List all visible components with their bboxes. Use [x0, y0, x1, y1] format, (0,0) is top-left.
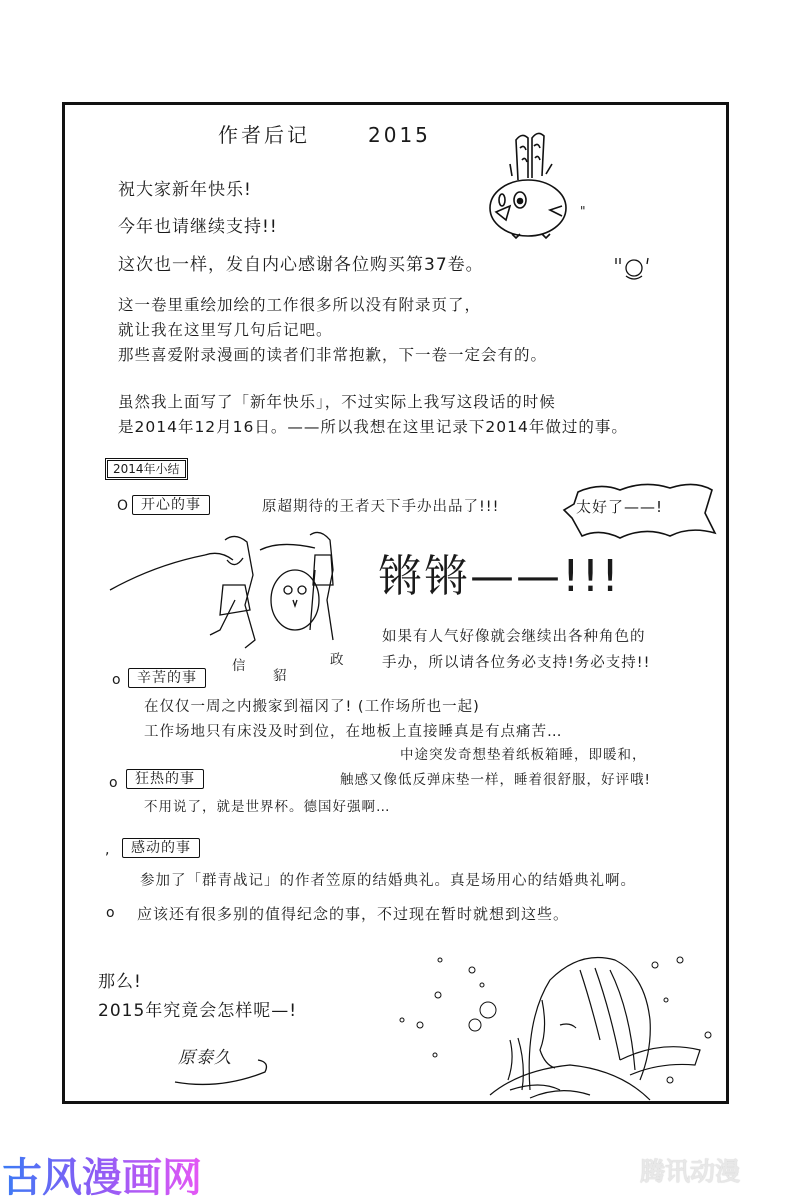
greeting-line-3: 这次也一样，发自内心感谢各位购买第37卷。 [118, 255, 484, 275]
section-1-extra-line-2: 手办，所以请各位务必支持!务必支持!! [382, 655, 651, 671]
section-3-label: 狂热的事 [126, 769, 204, 789]
page-year: 2015 [368, 123, 431, 147]
section-2-line-2: 工作场地只有床没及时到位，在地板上直接睡真是有点痛苦… [144, 724, 563, 740]
section-3-line-1: 不用说了，就是世界杯。德国好强啊… [144, 799, 391, 815]
speech-bubble-text: 太好了——! [576, 498, 664, 516]
figure-label-shin: 信 [232, 658, 247, 674]
section-3-bullet: o [109, 775, 118, 791]
section-1-extra-line-1: 如果有人气好像就会继续出各种角色的 [382, 629, 646, 645]
small-chick-icon [612, 254, 652, 284]
page-title: 作者后记 [218, 123, 310, 147]
figure-label-sei: 政 [330, 652, 345, 668]
paragraph2-line-2: 是2014年12月16日。——所以我想在这里记录下2014年做过的事。 [118, 418, 628, 436]
paragraph1-line-3: 那些喜爱附录漫画的读者们非常抱歉，下一卷一定会有的。 [118, 346, 548, 364]
closing-note: 应该还有很多别的值得纪念的事，不过现在暂时就想到这些。 [137, 905, 570, 923]
section-1-label: 开心的事 [132, 495, 210, 515]
section-2-line-1: 在仅仅一周之内搬家到福冈了! (工作场所也一起) [144, 699, 480, 715]
shout-text: 锵锵——!!! [378, 551, 621, 602]
signature: 原泰久 [178, 1048, 232, 1068]
section-4-bullet: , [105, 842, 110, 858]
watermark-right: 腾讯动漫 [640, 1157, 741, 1186]
paragraph1-line-1: 这一卷里重绘加绘的工作很多所以没有附录页了， [118, 296, 482, 314]
paragraph2-line-1: 虽然我上面写了「新年快乐」，不过实际上我写这段话的时候 [118, 393, 556, 411]
figure-label-ten: 貂 [273, 668, 288, 684]
section-2-bullet: o [112, 672, 121, 688]
summary-label: 2014年小结 [105, 458, 188, 480]
greeting-line-1: 祝大家新年快乐! [118, 180, 252, 200]
section-4-line-1: 参加了「群青战记」的作者笠原的结婚典礼。真是场用心的结婚典礼啊。 [140, 873, 636, 889]
watermark-left: 古风漫画网 [2, 1146, 202, 1203]
chick-sound: " [580, 204, 587, 218]
chick-mascot-icon [470, 130, 590, 240]
section-1-line-1: 原超期待的王者天下手办出品了!!! [262, 499, 500, 515]
section-4-label: 感动的事 [122, 838, 200, 858]
farewell-line-1: 那么! [98, 972, 142, 992]
section-1-bullet: O [117, 498, 129, 514]
section-2-aside-1: 中途突发奇想垫着纸板箱睡，即暖和， [400, 747, 647, 763]
section-2-aside-2: 触感又像低反弹床垫一样，睡着很舒服，好评哦! [340, 772, 651, 788]
farewell-line-2: 2015年究竟会怎样呢—! [98, 1001, 298, 1021]
girl-illustration [430, 940, 720, 1100]
greeting-line-2: 今年也请继续支持!! [118, 217, 278, 237]
figures-illustration [105, 530, 365, 660]
section-2-label: 辛苦的事 [128, 668, 206, 688]
closing-bullet: o [106, 905, 115, 921]
paragraph1-line-2: 就让我在这里写几句后记吧。 [118, 321, 333, 339]
